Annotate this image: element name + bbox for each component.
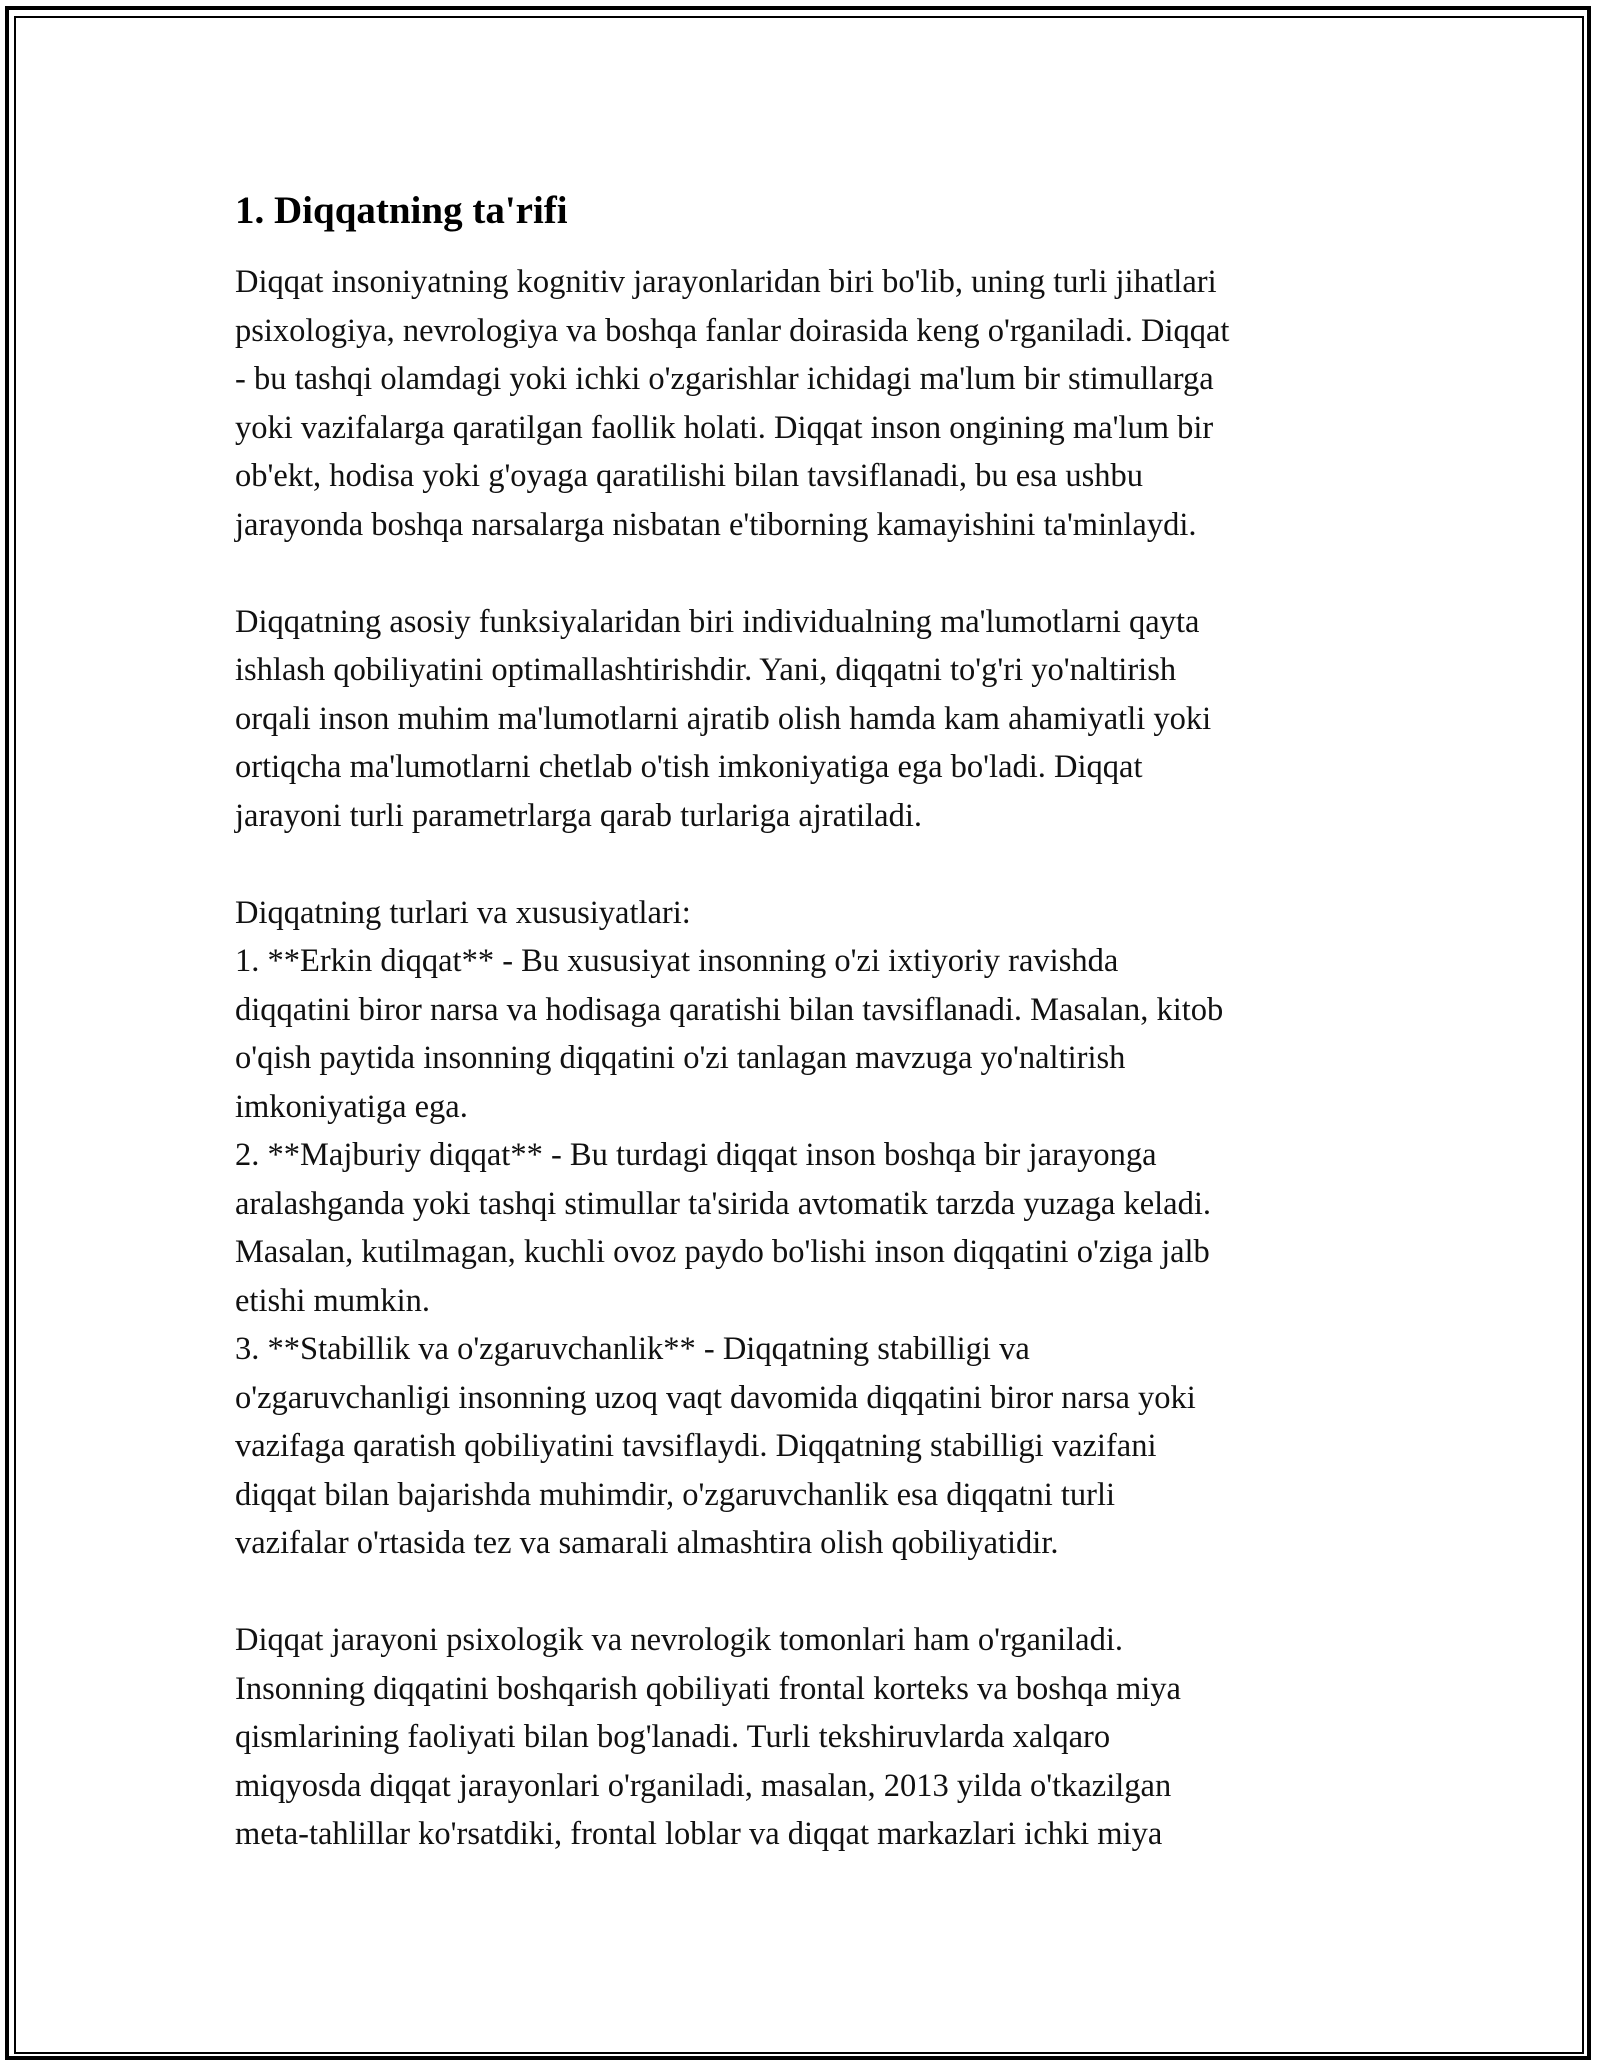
paragraph [235, 889, 1370, 1568]
paragraph-line: imkoniyatiga ega. [235, 1088, 468, 1125]
paragraph-line: o'qish paytida insonning diqqatini o'zi tanlagan mavzuga yo'naltirish [235, 1040, 1126, 1076]
document-body [235, 186, 1370, 1859]
paragraph-line: Diqqatning asosiy funksiyalaridan biri individualning ma'lumotlarni qayta [235, 603, 1200, 640]
paragraph-line: diqqat bilan bajarishda muhimdir, o'zgaruvchanlik esa diqqatni turli [235, 1476, 1116, 1513]
paragraph-line: Insonning diqqatini boshqarish qobiliyati frontal korteks va boshqa miya [235, 1670, 1181, 1707]
paragraph-line: diqqatini biror narsa va hodisaga qaratishi bilan tavsiflanadi. Masalan, kitob [235, 991, 1224, 1028]
paragraph-line: orqali inson muhim ma'lumotlarni ajratib olish hamda kam ahamiyatli yoki [235, 700, 1212, 737]
paragraph-line: yoki vazifalarga qaratilgan faollik holati. Diqqat inson ongining ma'lum bir [235, 409, 1214, 446]
paragraph-line: vazifalar o'rtasida tez va samarali almashtira olish qobiliyatidir. [235, 1525, 1059, 1561]
paragraph-line: ob'ekt, hodisa yoki g'oyaga qaratilishi bilan tavsiflanadi, bu esa ushbu [235, 458, 1143, 494]
paragraph-line: ishlash qobiliyatini optimallashtirishdir. Yani, diqqatni to'g'ri yo'naltirish [235, 652, 1177, 688]
paragraph-line: qismlarining faoliyati bilan bog'lanadi. Turli tekshiruvlarda xalqaro [235, 1719, 1111, 1755]
paragraph-line: Diqqatning turlari va xususiyatlari: [235, 894, 691, 931]
paragraph-line: psixologiya, nevrologiya va boshqa fanlar doirasida keng o'rganiladi. Diqqat [235, 312, 1230, 349]
paragraphs-container [235, 258, 1370, 1859]
paragraph-line: jarayonda boshqa narsalarga nisbatan e'tiborning kamayishini ta'minlaydi. [235, 506, 1197, 543]
paragraph-line: miqyosda diqqat jarayonlari o'rganiladi, masalan, 2013 yilda o'tkazilgan [235, 1767, 1172, 1804]
section-heading: 1. Diqqatning ta'rifi [235, 189, 568, 232]
paragraph-line: Diqqat insoniyatning kognitiv jarayonlaridan biri bo'lib, uning turli jihatlari [235, 264, 1217, 300]
paragraph-line: 3. **Stabillik va o'zgaruvchanlik** - Diqqatning stabilligi va [235, 1331, 1030, 1367]
paragraph-line: vazifaga qaratish qobiliyatini tavsiflaydi. Diqqatning stabilligi vazifani [235, 1428, 1157, 1464]
paragraph-line: 1. **Erkin diqqat** - Bu xususiyat insonning o'zi ixtiyoriy ravishda [235, 943, 1119, 979]
paragraph-line: ortiqcha ma'lumotlarni chetlab o'tish imkoniyatiga ega bo'ladi. Diqqat [235, 749, 1143, 785]
paragraph-line: 2. **Majburiy diqqat** - Bu turdagi diqqat inson boshqa bir jarayonga [235, 1137, 1157, 1173]
paragraph-line: etishi mumkin. [235, 1282, 430, 1319]
paragraph [235, 258, 1370, 549]
paragraph-line: Diqqat jarayoni psixologik va nevrologik tomonlari ham o'rganiladi. [235, 1622, 1124, 1658]
paragraph-line: - bu tashqi olamdagi yoki ichki o'zgarishlar ichidagi ma'lum bir stimullarga [235, 361, 1214, 397]
paragraph-line: jarayoni turli parametrlarga qarab turlariga ajratiladi. [235, 797, 922, 834]
paragraph [235, 598, 1370, 841]
paragraph-line: o'zgaruvchanligi insonning uzoq vaqt davomida diqqatini biror narsa yoki [235, 1379, 1196, 1416]
paragraph-line: aralashganda yoki tashqi stimullar ta'sirida avtomatik tarzda yuzaga keladi. [235, 1185, 1211, 1222]
paragraph-line: meta-tahlillar ko'rsatdiki, frontal loblar va diqqat markazlari ichki miya [235, 1816, 1163, 1852]
paragraph [235, 1616, 1370, 1859]
paragraph-line: Masalan, kutilmagan, kuchli ovoz paydo bo'lishi inson diqqatini o'ziga jalb [235, 1234, 1210, 1270]
